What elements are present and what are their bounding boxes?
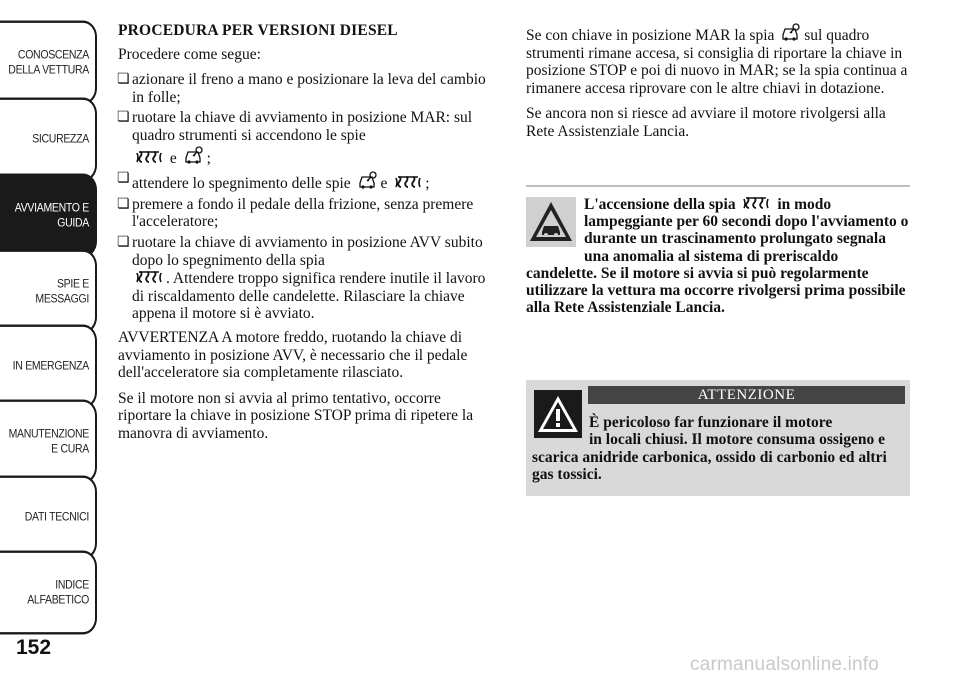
step-text: . Attendere troppo significa rendere inutile il lavoro di riscaldamento delle candelette. Rilasciare la chiave appena il motore si è avviato. — [132, 270, 486, 323]
paragraph-text: sul quadro strumenti rimane accesa, si consiglia di riportare la chiave in posizione STOP e poi di nuovo in MAR; se la spia continua a rimanere accesa riprovare con le altre chiavi in dotazione. — [526, 27, 908, 97]
tab-label: MANUTENZIONE E CURA — [8, 426, 89, 456]
watermark: carmanualsonline.info — [690, 654, 880, 675]
tab-in-emergenza[interactable] — [0, 325, 97, 409]
tab-indice-alfabetico[interactable] — [0, 551, 97, 635]
immobilizer-paragraph — [526, 22, 910, 97]
note-text — [526, 195, 910, 316]
note-text-part: in modo lampeggiante per 60 secondi dopo l'avviamento o durante un trascinamento prolungato segnala una anomalia al sistema di preriscaldo candelette. Se il motore si avvia si può regolarmente utilizzare la vettura ma occorre rivolgersi prima possibile alla Rete Assistenziale Lancia. — [526, 196, 909, 317]
glow-plug-lamp-icon — [741, 195, 771, 211]
glow-plug-note — [526, 195, 910, 316]
note-text-part: L'accensione della spia — [584, 196, 736, 213]
glow-plug-lamp-icon — [134, 149, 164, 165]
step-5 — [118, 234, 498, 323]
right-column — [526, 22, 910, 149]
attention-title: ATTENZIONE — [588, 386, 905, 404]
tab-conoscenza-della-vettura[interactable] — [0, 21, 97, 105]
step-text: attendere lo spegnimento delle spie — [132, 175, 351, 193]
page-number: 152 — [16, 636, 52, 659]
tab-avviamento-e-guida[interactable] — [0, 174, 97, 258]
glow-plug-lamp-icon — [393, 174, 423, 190]
left-column — [118, 22, 498, 450]
immobilizer-car-key-icon — [780, 22, 802, 42]
step-text: ; — [425, 175, 430, 193]
tab-dati-tecnici[interactable] — [0, 476, 97, 560]
step-text: ruotare la chiave di avviamento in posizione MAR: sul quadro strumenti si accendono le spie — [132, 109, 473, 144]
tab-label: SPIE E MESSAGGI — [35, 276, 89, 306]
step-4 — [118, 196, 498, 231]
assistance-paragraph: Se ancora non si riesce ad avviare il motore rivolgersi alla Rete Assistenziale Lancia. — [526, 105, 886, 140]
tab-label: INDICE ALFABETICO — [27, 577, 89, 607]
step-text: premere a fondo il pedale della frizione, senza premere l'acceleratore; — [132, 195, 474, 231]
retry-paragraph: Se il motore non si avvia al primo tentativo, occorre riportare la chiave in posizione STOP prima di ripetere la manovra di avviamento. — [118, 389, 474, 442]
step-text: azionare il freno a mano e posizionare la leva del cambio in folle; — [132, 71, 486, 106]
step-text: e — [169, 149, 177, 167]
warning-paragraph: AVVERTENZA A motore freddo, ruotando la chiave di avviamento in posizione AVV, è necessario che il pedale dell'acceleratore sia completamente rilasciato. — [118, 328, 468, 382]
divider — [526, 185, 910, 187]
tab-label: DATI TECNICI — [24, 510, 89, 524]
tab-sicurezza[interactable] — [0, 98, 97, 182]
step-3 — [118, 170, 498, 193]
intro-text: Procedere come segue: — [118, 45, 261, 63]
paragraph-text: Se con chiave in posizione MAR la spia — [526, 27, 775, 44]
immobilizer-car-key-icon — [183, 145, 205, 165]
immobilizer-car-key-icon — [357, 170, 379, 190]
glow-plug-lamp-icon — [134, 269, 164, 285]
attention-text — [532, 414, 906, 484]
procedure-steps — [118, 71, 498, 323]
step-text: e — [380, 175, 388, 193]
step-1 — [118, 71, 498, 106]
tab-manutenzione-e-cura[interactable] — [0, 400, 97, 484]
attention-line: in locali chiusi. Il motore consuma ossigeno e scarica anidride carbonica, ossido di carbonio ed altri gas tossici. — [532, 431, 887, 484]
section-heading: PROCEDURA PER VERSIONI DIESEL — [118, 22, 398, 39]
car-warning-triangle-icon — [526, 197, 576, 247]
step-text: ruotare la chiave di avviamento in posizione AVV subito dopo lo spegnimento della spia — [132, 233, 483, 269]
tab-label: IN EMERGENZA — [12, 359, 89, 373]
attention-box — [526, 380, 910, 496]
step-text: ; — [206, 149, 211, 167]
tab-label: SICUREZZA — [32, 132, 89, 146]
tab-spie-e-messaggi[interactable] — [0, 250, 97, 334]
step-2 — [118, 109, 498, 167]
tab-label: AVVIAMENTO E GUIDA — [14, 200, 89, 230]
tab-label: CONOSCENZA DELLA VETTURA — [8, 47, 89, 77]
attention-line: È pericoloso far funzionare il motore — [589, 414, 833, 431]
